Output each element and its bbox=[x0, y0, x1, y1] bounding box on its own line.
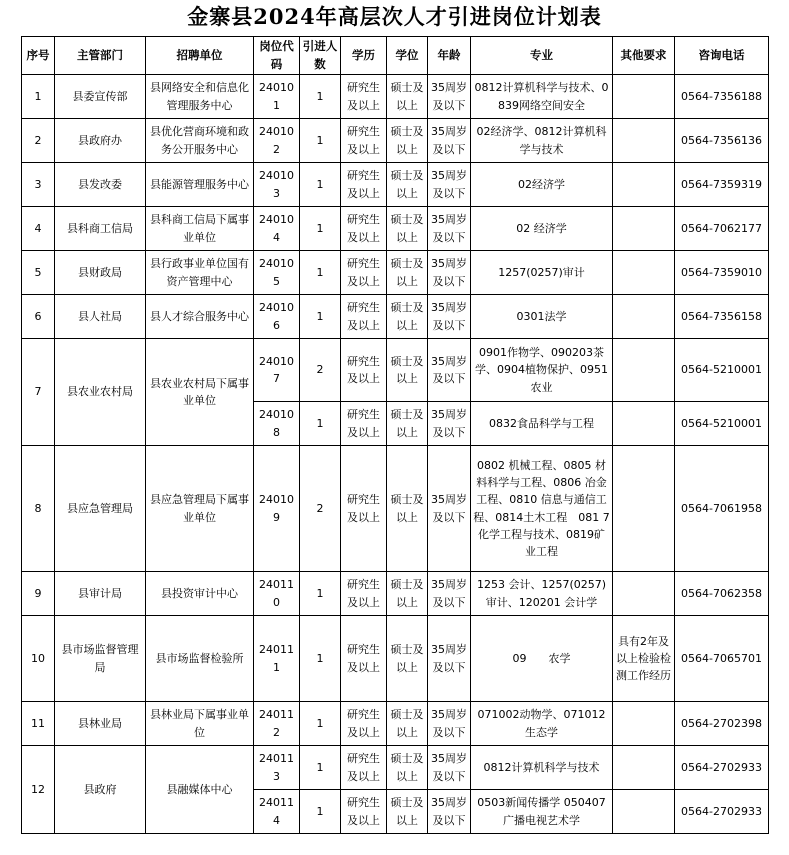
education-cell: 研究生及以上 bbox=[341, 119, 387, 163]
serial-cell: 3 bbox=[22, 163, 55, 207]
post-code-cell: 240104 bbox=[254, 207, 300, 251]
post-code-cell: 240106 bbox=[254, 295, 300, 339]
department-cell: 县人社局 bbox=[55, 295, 146, 339]
age-cell: 35周岁及以下 bbox=[428, 616, 471, 702]
serial-cell: 1 bbox=[22, 75, 55, 119]
header-cell: 引进人数 bbox=[300, 37, 341, 75]
serial-cell: 11 bbox=[22, 702, 55, 746]
table-row bbox=[22, 702, 769, 746]
degree-cell: 硕士及以上 bbox=[387, 207, 428, 251]
serial-cell: 7 bbox=[22, 339, 55, 446]
education-cell: 研究生及以上 bbox=[341, 251, 387, 295]
degree-cell: 硕士及以上 bbox=[387, 616, 428, 702]
department-cell: 县发改委 bbox=[55, 163, 146, 207]
serial-cell: 4 bbox=[22, 207, 55, 251]
age-cell: 35周岁及以下 bbox=[428, 163, 471, 207]
phone-cell: 0564-2702933 bbox=[675, 746, 769, 790]
phone-cell: 0564-5210001 bbox=[675, 339, 769, 402]
post-code-cell: 240114 bbox=[254, 790, 300, 834]
page-title: 金寨县2024年高层次人才引进岗位计划表 bbox=[187, 4, 602, 29]
table-row bbox=[22, 119, 769, 163]
unit-cell: 县融媒体中心 bbox=[146, 746, 254, 834]
major-cell: 0503新闻传播学 050407广播电视艺术学 bbox=[471, 790, 613, 834]
department-cell: 县财政局 bbox=[55, 251, 146, 295]
other-requirements-cell bbox=[613, 119, 675, 163]
education-cell: 研究生及以上 bbox=[341, 790, 387, 834]
department-cell: 县林业局 bbox=[55, 702, 146, 746]
other-requirements-cell bbox=[613, 746, 675, 790]
header-cell: 学位 bbox=[387, 37, 428, 75]
serial-cell: 8 bbox=[22, 446, 55, 572]
degree-cell: 硕士及以上 bbox=[387, 572, 428, 616]
age-cell: 35周岁及以下 bbox=[428, 572, 471, 616]
department-cell: 县应急管理局 bbox=[55, 446, 146, 572]
table-row bbox=[22, 295, 769, 339]
headcount-cell: 1 bbox=[300, 746, 341, 790]
table-row bbox=[22, 251, 769, 295]
headcount-cell: 1 bbox=[300, 119, 341, 163]
headcount-cell: 2 bbox=[300, 339, 341, 402]
department-cell: 县市场监督管理局 bbox=[55, 616, 146, 702]
degree-cell: 硕士及以上 bbox=[387, 790, 428, 834]
unit-cell: 县科商工信局下属事业单位 bbox=[146, 207, 254, 251]
post-code-cell: 240112 bbox=[254, 702, 300, 746]
headcount-cell: 1 bbox=[300, 295, 341, 339]
education-cell: 研究生及以上 bbox=[341, 207, 387, 251]
phone-cell: 0564-7065701 bbox=[675, 616, 769, 702]
major-cell: 02 经济学 bbox=[471, 207, 613, 251]
headcount-cell: 1 bbox=[300, 163, 341, 207]
header-cell: 序号 bbox=[22, 37, 55, 75]
other-requirements-cell bbox=[613, 446, 675, 572]
department-cell: 县农业农村局 bbox=[55, 339, 146, 446]
other-requirements-cell bbox=[613, 572, 675, 616]
recruitment-table bbox=[21, 36, 769, 834]
table-row bbox=[22, 339, 769, 402]
unit-cell: 县人才综合服务中心 bbox=[146, 295, 254, 339]
serial-cell: 12 bbox=[22, 746, 55, 834]
header-row bbox=[22, 37, 769, 75]
degree-cell: 硕士及以上 bbox=[387, 446, 428, 572]
major-cell: 09 农学 bbox=[471, 616, 613, 702]
education-cell: 研究生及以上 bbox=[341, 572, 387, 616]
degree-cell: 硕士及以上 bbox=[387, 702, 428, 746]
unit-cell: 县优化营商环境和政务公开服务中心 bbox=[146, 119, 254, 163]
other-requirements-cell bbox=[613, 251, 675, 295]
headcount-cell: 1 bbox=[300, 207, 341, 251]
serial-cell: 5 bbox=[22, 251, 55, 295]
headcount-cell: 1 bbox=[300, 251, 341, 295]
major-cell: 02经济学、0812计算机科学与技术 bbox=[471, 119, 613, 163]
age-cell: 35周岁及以下 bbox=[428, 251, 471, 295]
phone-cell: 0564-7359010 bbox=[675, 251, 769, 295]
post-code-cell: 240107 bbox=[254, 339, 300, 402]
other-requirements-cell bbox=[613, 75, 675, 119]
degree-cell: 硕士及以上 bbox=[387, 746, 428, 790]
phone-cell: 0564-7356136 bbox=[675, 119, 769, 163]
phone-cell: 0564-7062358 bbox=[675, 572, 769, 616]
major-cell: 071002动物学、071012生态学 bbox=[471, 702, 613, 746]
unit-cell: 县市场监督检验所 bbox=[146, 616, 254, 702]
post-code-cell: 240102 bbox=[254, 119, 300, 163]
post-code-cell: 240109 bbox=[254, 446, 300, 572]
table-row bbox=[22, 446, 769, 572]
degree-cell: 硕士及以上 bbox=[387, 163, 428, 207]
other-requirements-cell bbox=[613, 702, 675, 746]
age-cell: 35周岁及以下 bbox=[428, 790, 471, 834]
serial-cell: 6 bbox=[22, 295, 55, 339]
table-row bbox=[22, 746, 769, 790]
headcount-cell: 1 bbox=[300, 572, 341, 616]
phone-cell: 0564-7356158 bbox=[675, 295, 769, 339]
major-cell: 0901作物学、090203茶学、0904植物保护、0951农业 bbox=[471, 339, 613, 402]
other-requirements-cell: 具有2年及以上检验检测工作经历 bbox=[613, 616, 675, 702]
department-cell: 县科商工信局 bbox=[55, 207, 146, 251]
education-cell: 研究生及以上 bbox=[341, 295, 387, 339]
serial-cell: 10 bbox=[22, 616, 55, 702]
other-requirements-cell bbox=[613, 163, 675, 207]
header-cell: 学历 bbox=[341, 37, 387, 75]
degree-cell: 硕士及以上 bbox=[387, 339, 428, 402]
degree-cell: 硕士及以上 bbox=[387, 119, 428, 163]
headcount-cell: 1 bbox=[300, 616, 341, 702]
phone-cell: 0564-7062177 bbox=[675, 207, 769, 251]
other-requirements-cell bbox=[613, 790, 675, 834]
post-code-cell: 240108 bbox=[254, 402, 300, 446]
degree-cell: 硕士及以上 bbox=[387, 75, 428, 119]
age-cell: 35周岁及以下 bbox=[428, 402, 471, 446]
phone-cell: 0564-7356188 bbox=[675, 75, 769, 119]
degree-cell: 硕士及以上 bbox=[387, 402, 428, 446]
serial-cell: 2 bbox=[22, 119, 55, 163]
header-cell: 年龄 bbox=[428, 37, 471, 75]
post-code-cell: 240101 bbox=[254, 75, 300, 119]
header-cell: 岗位代码 bbox=[254, 37, 300, 75]
table-row bbox=[22, 75, 769, 119]
header-cell: 咨询电话 bbox=[675, 37, 769, 75]
phone-cell: 0564-5210001 bbox=[675, 402, 769, 446]
degree-cell: 硕士及以上 bbox=[387, 251, 428, 295]
department-cell: 县政府办 bbox=[55, 119, 146, 163]
education-cell: 研究生及以上 bbox=[341, 616, 387, 702]
table-row bbox=[22, 207, 769, 251]
major-cell: 0812计算机科学与技术、0839网络空间安全 bbox=[471, 75, 613, 119]
age-cell: 35周岁及以下 bbox=[428, 446, 471, 572]
education-cell: 研究生及以上 bbox=[341, 163, 387, 207]
unit-cell: 县能源管理服务中心 bbox=[146, 163, 254, 207]
phone-cell: 0564-2702933 bbox=[675, 790, 769, 834]
table-row bbox=[22, 163, 769, 207]
unit-cell: 县投资审计中心 bbox=[146, 572, 254, 616]
post-code-cell: 240103 bbox=[254, 163, 300, 207]
education-cell: 研究生及以上 bbox=[341, 75, 387, 119]
degree-cell: 硕士及以上 bbox=[387, 295, 428, 339]
post-code-cell: 240105 bbox=[254, 251, 300, 295]
header-cell: 主管部门 bbox=[55, 37, 146, 75]
header-cell: 专业 bbox=[471, 37, 613, 75]
department-cell: 县委宣传部 bbox=[55, 75, 146, 119]
major-cell: 0812计算机科学与技术 bbox=[471, 746, 613, 790]
headcount-cell: 1 bbox=[300, 402, 341, 446]
header-cell: 其他要求 bbox=[613, 37, 675, 75]
age-cell: 35周岁及以下 bbox=[428, 702, 471, 746]
age-cell: 35周岁及以下 bbox=[428, 339, 471, 402]
department-cell: 县政府 bbox=[55, 746, 146, 834]
other-requirements-cell bbox=[613, 207, 675, 251]
education-cell: 研究生及以上 bbox=[341, 339, 387, 402]
education-cell: 研究生及以上 bbox=[341, 746, 387, 790]
other-requirements-cell bbox=[613, 295, 675, 339]
post-code-cell: 240113 bbox=[254, 746, 300, 790]
major-cell: 0832食品科学与工程 bbox=[471, 402, 613, 446]
major-cell: 0301法学 bbox=[471, 295, 613, 339]
age-cell: 35周岁及以下 bbox=[428, 75, 471, 119]
age-cell: 35周岁及以下 bbox=[428, 295, 471, 339]
post-code-cell: 240111 bbox=[254, 616, 300, 702]
serial-cell: 9 bbox=[22, 572, 55, 616]
phone-cell: 0564-7061958 bbox=[675, 446, 769, 572]
major-cell: 0802 机械工程、0805 材料科学与工程、0806 冶金工程、0810 信息与通信工程、0814土木工程 081 7化学工程与技术、0819矿业工程 bbox=[471, 446, 613, 572]
major-cell: 02经济学 bbox=[471, 163, 613, 207]
header-cell: 招聘单位 bbox=[146, 37, 254, 75]
table-row bbox=[22, 572, 769, 616]
age-cell: 35周岁及以下 bbox=[428, 207, 471, 251]
major-cell: 1257(0257)审计 bbox=[471, 251, 613, 295]
unit-cell: 县应急管理局下属事业单位 bbox=[146, 446, 254, 572]
education-cell: 研究生及以上 bbox=[341, 446, 387, 572]
unit-cell: 县林业局下属事业单位 bbox=[146, 702, 254, 746]
other-requirements-cell bbox=[613, 402, 675, 446]
headcount-cell: 1 bbox=[300, 75, 341, 119]
education-cell: 研究生及以上 bbox=[341, 702, 387, 746]
unit-cell: 县网络安全和信息化管理服务中心 bbox=[146, 75, 254, 119]
post-code-cell: 240110 bbox=[254, 572, 300, 616]
phone-cell: 0564-7359319 bbox=[675, 163, 769, 207]
headcount-cell: 2 bbox=[300, 446, 341, 572]
headcount-cell: 1 bbox=[300, 702, 341, 746]
age-cell: 35周岁及以下 bbox=[428, 119, 471, 163]
headcount-cell: 1 bbox=[300, 790, 341, 834]
age-cell: 35周岁及以下 bbox=[428, 746, 471, 790]
table-row bbox=[22, 616, 769, 702]
phone-cell: 0564-2702398 bbox=[675, 702, 769, 746]
education-cell: 研究生及以上 bbox=[341, 402, 387, 446]
unit-cell: 县行政事业单位国有资产管理中心 bbox=[146, 251, 254, 295]
unit-cell: 县农业农村局下属事业单位 bbox=[146, 339, 254, 446]
department-cell: 县审计局 bbox=[55, 572, 146, 616]
major-cell: 1253 会计、1257(0257)审计、120201 会计学 bbox=[471, 572, 613, 616]
other-requirements-cell bbox=[613, 339, 675, 402]
